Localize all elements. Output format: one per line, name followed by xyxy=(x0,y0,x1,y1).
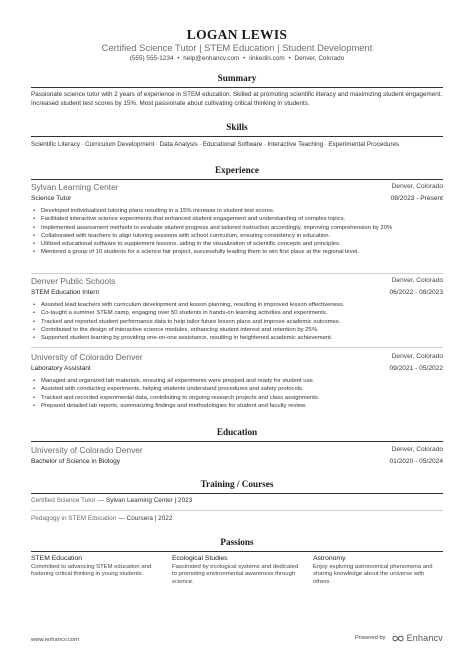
passion-item xyxy=(313,555,443,586)
passions-divider xyxy=(31,551,443,552)
linkedin-link[interactable]: linkedin.com xyxy=(249,55,285,62)
skill-item: Educational Software xyxy=(202,141,263,148)
bullet-item: • Utilized educational software to supplement lessons, aiding in the visualization of scientific concepts and principles. xyxy=(31,240,443,248)
candidate-headline: Certified Science Tutor | STEM Education | Student Development xyxy=(101,42,373,53)
bullet-item: • Supported student learning by providing one-on-one assistance, resulting in heightened academic achievement. xyxy=(31,334,443,342)
brand-name: Enhancv xyxy=(406,633,443,643)
job-role: STEM Education Intern xyxy=(31,289,100,296)
summary-text: Passionate science tutor with 2 years of experience in STEM education. Skilled at promoting scientific literacy and maximizing student engagement. Increased student test scores by 15%. Most passionate about cultivating critical thinking in students. xyxy=(31,91,443,107)
passion-item xyxy=(172,555,302,586)
job-location: Denver, Colorado xyxy=(391,277,443,284)
bullet-item: • Collaborated with teachers to align tutoring sessions with school curriculum, ensuring consistency in education. xyxy=(31,232,443,240)
skill-separator: · xyxy=(81,141,84,148)
course-provider: Coursera | 2022 xyxy=(126,515,173,522)
contact-separator: • xyxy=(177,55,180,62)
job-bullets xyxy=(31,207,443,257)
contact-separator: • xyxy=(243,55,246,62)
bullet-item: • Contributed to the design of interactive science modules, enhancing student interest and retention by 25%. xyxy=(31,326,443,334)
skill-item: Experimental Procedures xyxy=(328,141,400,148)
bullet-item: • Prepared detailed lab reports, summarizing findings and methodologies for student and faculty review. xyxy=(31,402,443,410)
job-bullets xyxy=(31,301,443,342)
bullet-item: • Co-taught a summer STEM camp, engaging over 50 students in hands-on learning activities and experiments. xyxy=(31,309,443,317)
training-divider xyxy=(31,493,443,494)
course-divider xyxy=(31,510,443,511)
phone-text: (555) 555-1234 xyxy=(129,55,174,62)
training-heading: Training / Courses xyxy=(200,479,274,489)
experience-heading: Experience xyxy=(215,165,259,175)
bullet-item: • Developed individualized tutoring plans resulting in a 15% increase in student test scores. xyxy=(31,207,443,215)
bullet-item: • Assisted with conducting experiments, helping students understand procedures and safety protocols. xyxy=(31,385,443,393)
skill-separator: · xyxy=(199,141,202,148)
passion-description: Fascinated by ecological systems and dedicated to promoting environmental awareness through science. xyxy=(172,564,299,585)
education-divider xyxy=(31,441,443,442)
skill-item: Interactive Teaching xyxy=(267,141,324,148)
bullet-item: • Implemented assessment methods to evaluate student progress and tailored instruction accordingly, improving comprehension by 20% xyxy=(31,224,443,232)
job-bullets xyxy=(31,377,443,410)
job-location: Denver, Colorado xyxy=(391,183,443,190)
summary-heading: Summary xyxy=(217,73,257,83)
course-provider: Sylvan Learning Center | 2023 xyxy=(106,497,193,504)
skills-divider xyxy=(31,136,443,137)
passions-heading: Passions xyxy=(220,537,254,547)
footer-branding xyxy=(355,633,443,643)
education-dates: 01/2020 - 05/2024 xyxy=(389,458,443,465)
job-dates: 06/2022 - 08/2023 xyxy=(389,289,443,296)
course-dash: — xyxy=(118,515,125,522)
email-link[interactable]: help@enhancv.com xyxy=(183,55,240,62)
job-divider xyxy=(31,273,443,274)
education-location: Denver, Colorado xyxy=(391,446,443,453)
passion-title: STEM Education xyxy=(31,555,82,562)
course-name: Certified Science Tutor xyxy=(31,497,96,504)
footer-website[interactable]: www.enhancv.com xyxy=(31,637,79,643)
education-degree: Bachelor of Science in Biology xyxy=(31,458,121,465)
job-organization: Denver Public Schools xyxy=(31,276,116,286)
skill-item: Curriculum Development xyxy=(85,141,155,148)
experience-divider xyxy=(31,179,443,180)
job-location: Denver, Colorado xyxy=(391,353,443,360)
location-text: Denver, Colorado xyxy=(294,55,345,62)
job-dates: 08/2023 - Present xyxy=(390,195,443,202)
passion-description: Committed to advancing STEM education and fostering critical thinking in young students. xyxy=(31,564,152,578)
job-role: Laboratory Assistant xyxy=(31,365,91,372)
skills-heading: Skills xyxy=(226,122,248,132)
skill-separator: · xyxy=(263,141,266,148)
job-dates: 09/2021 - 05/2022 xyxy=(389,365,443,372)
skill-separator: · xyxy=(324,141,327,148)
course-name: Pedagogy in STEM Education xyxy=(31,515,117,522)
contact-separator: • xyxy=(288,55,291,62)
skill-separator: · xyxy=(155,141,159,148)
passion-item xyxy=(31,555,161,579)
course-item xyxy=(31,497,192,504)
bullet-item: • Tracked and recorded experimental data, contributing to ongoing research projects and class assignments. xyxy=(31,394,443,402)
bullet-item: • Tracked and reported student performance data to help tailor future lesson plans and improve academic outcomes. xyxy=(31,318,443,326)
bullet-item: • Facilitated interactive science experiments that enhanced student engagement and understanding of complex topics. xyxy=(31,215,443,223)
course-item xyxy=(31,515,172,522)
contact-line xyxy=(0,55,474,62)
candidate-name: LOGAN LEWIS xyxy=(186,27,288,42)
bullet-item: • Mentored a group of 10 students for a science fair project, successfully leading them to win first place at the regional level. xyxy=(31,248,443,256)
skill-item: Scientific Literacy xyxy=(31,141,80,148)
bullet-item: • Managed and organized lab materials, ensuring all experiments were prepped and ready for student use. xyxy=(31,377,443,385)
education-school: University of Colorado Denver xyxy=(31,445,143,455)
job-role: Science Tutor xyxy=(31,195,72,202)
enhancv-logo-icon xyxy=(392,634,404,643)
summary-divider xyxy=(31,87,443,88)
course-dash: — xyxy=(97,497,105,504)
skills-list xyxy=(31,141,443,148)
job-divider xyxy=(31,347,443,348)
skill-item: Data Analysis xyxy=(159,141,198,148)
passion-title: Astronomy xyxy=(313,555,346,562)
passion-description: Enjoy exploring astronomical phenomena and sharing knowledge about the universe with others. xyxy=(313,564,433,585)
bullet-item: • Assisted lead teachers with curriculum development and lesson planning, resulting in improved lesson effectiveness. xyxy=(31,301,443,309)
job-organization: University of Colorado Denver xyxy=(31,352,143,362)
powered-by-label: Powered by xyxy=(354,635,386,641)
education-heading: Education xyxy=(216,427,258,437)
job-organization: Sylvan Learning Center xyxy=(31,182,119,192)
passion-title: Ecological Studies xyxy=(172,555,228,562)
